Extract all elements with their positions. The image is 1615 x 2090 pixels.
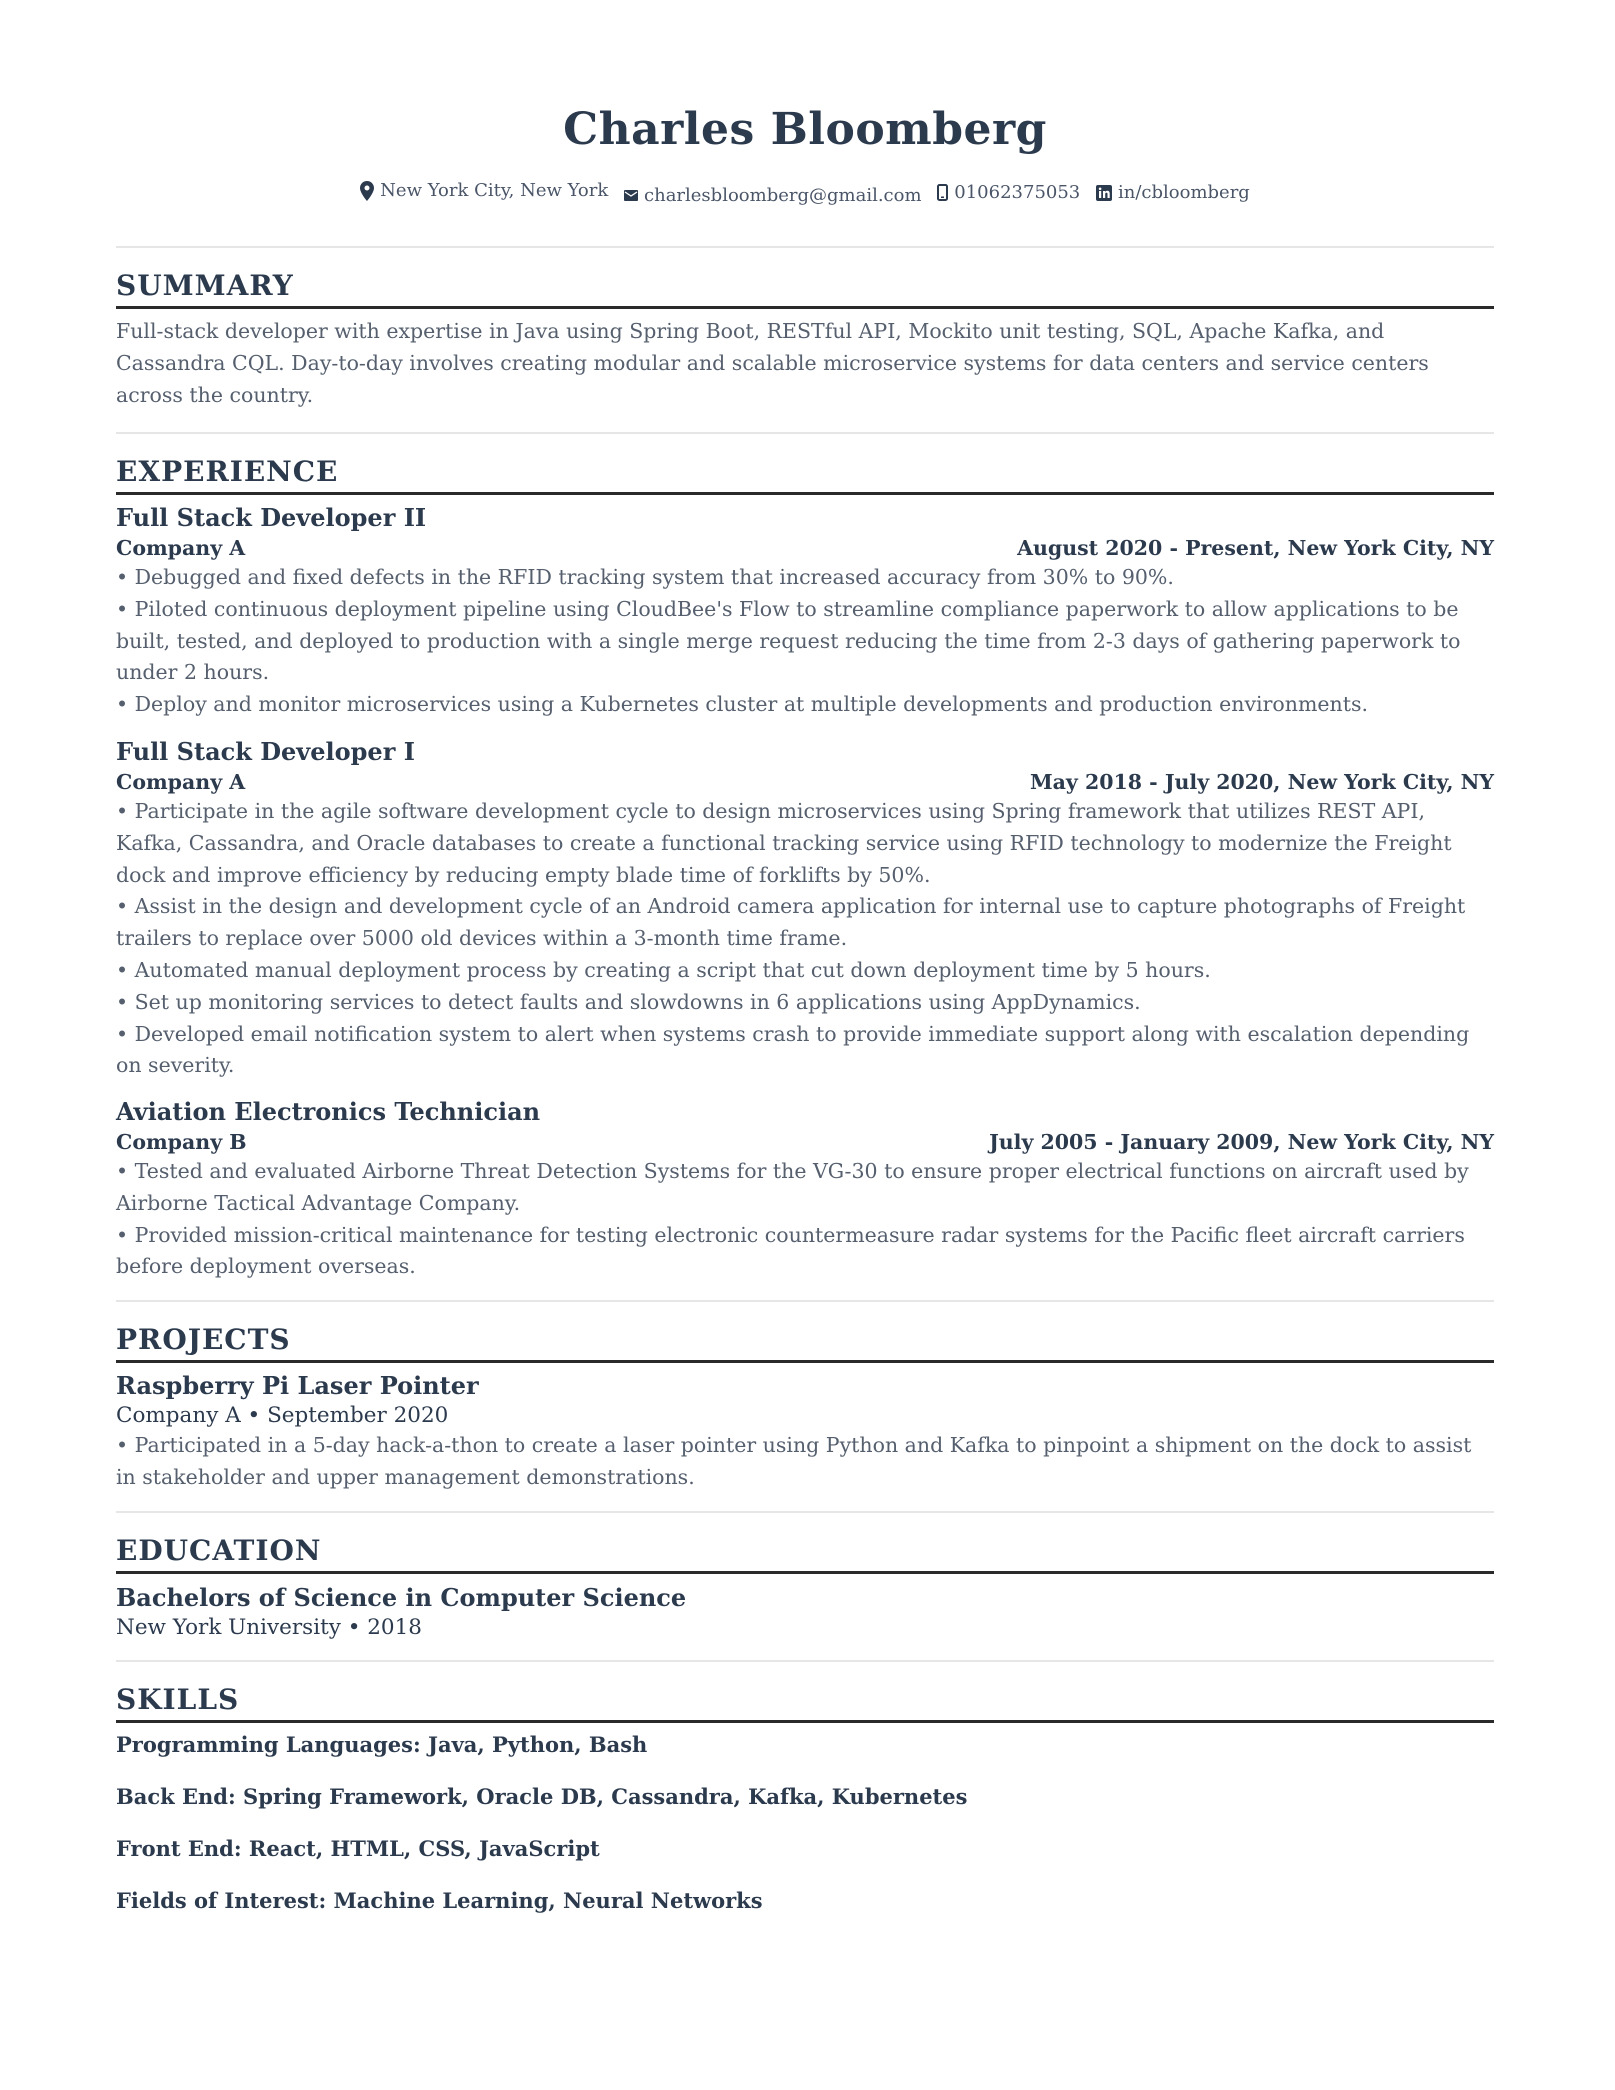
contact-phone: [937, 182, 1080, 203]
contact-location: [360, 180, 608, 201]
education-entry: [116, 1582, 1494, 1642]
email-icon: [624, 190, 638, 201]
candidate-name: Charles Bloomberg: [563, 104, 1047, 155]
job-bullet: • Developed email notification system to alert when systems crash to provide immediate support along with escalation depending on severity.: [116, 1021, 1470, 1078]
job-title: Full Stack Developer I: [116, 737, 415, 766]
job-bullet: • Deploy and monitor microservices using a Kubernetes cluster at multiple developments and production environments.: [116, 692, 1369, 717]
contact-email[interactable]: [624, 185, 922, 206]
job-title: Full Stack Developer II: [116, 503, 427, 532]
section-heading-education: EDUCATION: [116, 1531, 1494, 1574]
section-separator: [116, 246, 1494, 248]
job-title: Aviation Electronics Technician: [116, 1097, 541, 1126]
job-bullet: • Assist in the design and development cycle of an Android camera application for internal use to capture photographs of Freight trailers to replace over 5000 old devices within a 3-month time frame.: [116, 894, 1466, 951]
location-pin-icon: [360, 181, 374, 201]
job-company: Company B: [116, 1130, 247, 1154]
project-title: Raspberry Pi Laser Pointer: [116, 1371, 479, 1400]
job-entry: [116, 502, 1494, 721]
skill-line: Fields of Interest: Machine Learning, Neural Networks: [116, 1888, 763, 1913]
linkedin-icon: [1096, 185, 1112, 201]
job-company: Company A: [116, 536, 246, 560]
project-bullet: • Participated in a 5-day hack-a-thon to create a laser pointer using Python and Kafka to pinpoint a shipment on the dock to assist in stakeholder and upper management demonstrations.: [116, 1433, 1472, 1489]
job-dates: August 2020 - Present, New York City, NY: [1017, 536, 1494, 560]
degree-title: Bachelors of Science in Computer Science: [116, 1583, 687, 1612]
section-heading-summary: SUMMARY: [116, 266, 1494, 309]
job-bullet: • Piloted continuous deployment pipeline using CloudBee's Flow to streamline compliance paperwork to allow applications to be built, tested, and deployed to production with a single merge request reducing the time from 2-3 days of gathering paperwork to under 2 hours.: [116, 596, 1461, 685]
section-separator: [116, 432, 1494, 434]
job-dates: July 2005 - January 2009, New York City, NY: [989, 1130, 1494, 1154]
job-company: Company A: [116, 770, 246, 794]
job-bullet: • Set up monitoring services to detect faults and slowdowns in 6 applications using AppDynamics.: [116, 989, 1141, 1014]
job-entry: [116, 736, 1494, 1082]
job-entry: [116, 1096, 1494, 1283]
linkedin-text[interactable]: in/cbloomberg: [1118, 182, 1250, 203]
section-heading-skills: SKILLS: [116, 1680, 1494, 1723]
project-entry: [116, 1370, 1494, 1494]
section-separator: [116, 1660, 1494, 1662]
section-heading-experience: EXPERIENCE: [116, 452, 1494, 495]
education-meta: New York University • 2018: [116, 1615, 422, 1640]
section-separator: [116, 1300, 1494, 1302]
skill-line: Programming Languages: Java, Python, Bash: [116, 1732, 648, 1757]
job-bullet: • Tested and evaluated Airborne Threat Detection Systems for the VG-30 to ensure proper electrical functions on aircraft used by Airborne Tactical Advantage Company.: [116, 1159, 1469, 1215]
phone-text: 01062375053: [954, 181, 1081, 203]
project-meta: Company A • September 2020: [116, 1403, 449, 1428]
skill-line: Front End: React, HTML, CSS, JavaScript: [116, 1836, 600, 1861]
contact-linkedin[interactable]: [1096, 182, 1250, 203]
section-heading-projects: PROJECTS: [116, 1320, 1494, 1363]
job-dates: May 2018 - July 2020, New York City, NY: [1029, 770, 1494, 794]
summary-text: Full-stack developer with expertise in Java using Spring Boot, RESTful API, Mockito unit testing, SQL, Apache Kafka, and Cassandra CQL. Day-to-day involves creating modular and scalable microservice systems for data centers and service centers across the country.: [116, 319, 1429, 407]
job-bullet: • Provided mission-critical maintenance for testing electronic countermeasure radar systems for the Pacific fleet aircraft carriers before deployment overseas.: [116, 1222, 1465, 1279]
email-text[interactable]: charlesbloomberg@gmail.com: [644, 184, 922, 206]
job-bullet: • Participate in the agile software development cycle to design microservices using Spring framework that utilizes REST API, Kafka, Cassandra, and Oracle databases to create a functional tracking service using RFID technology to modernize the Freight dock and improve efficiency by reducing empty blade time of forklifts by 50%.: [116, 799, 1452, 887]
job-bullet: • Debugged and fixed defects in the RFID tracking system that increased accuracy from 30% to 90%.: [116, 565, 1174, 589]
job-bullet: • Automated manual deployment process by creating a script that cut down deployment time by 5 hours.: [116, 957, 1211, 982]
phone-icon: [937, 184, 948, 201]
location-text: New York City, New York: [380, 180, 609, 201]
skill-line: Back End: Spring Framework, Oracle DB, Cassandra, Kafka, Kubernetes: [116, 1784, 968, 1809]
contact-bar: [116, 180, 1494, 206]
section-separator: [116, 1511, 1494, 1513]
